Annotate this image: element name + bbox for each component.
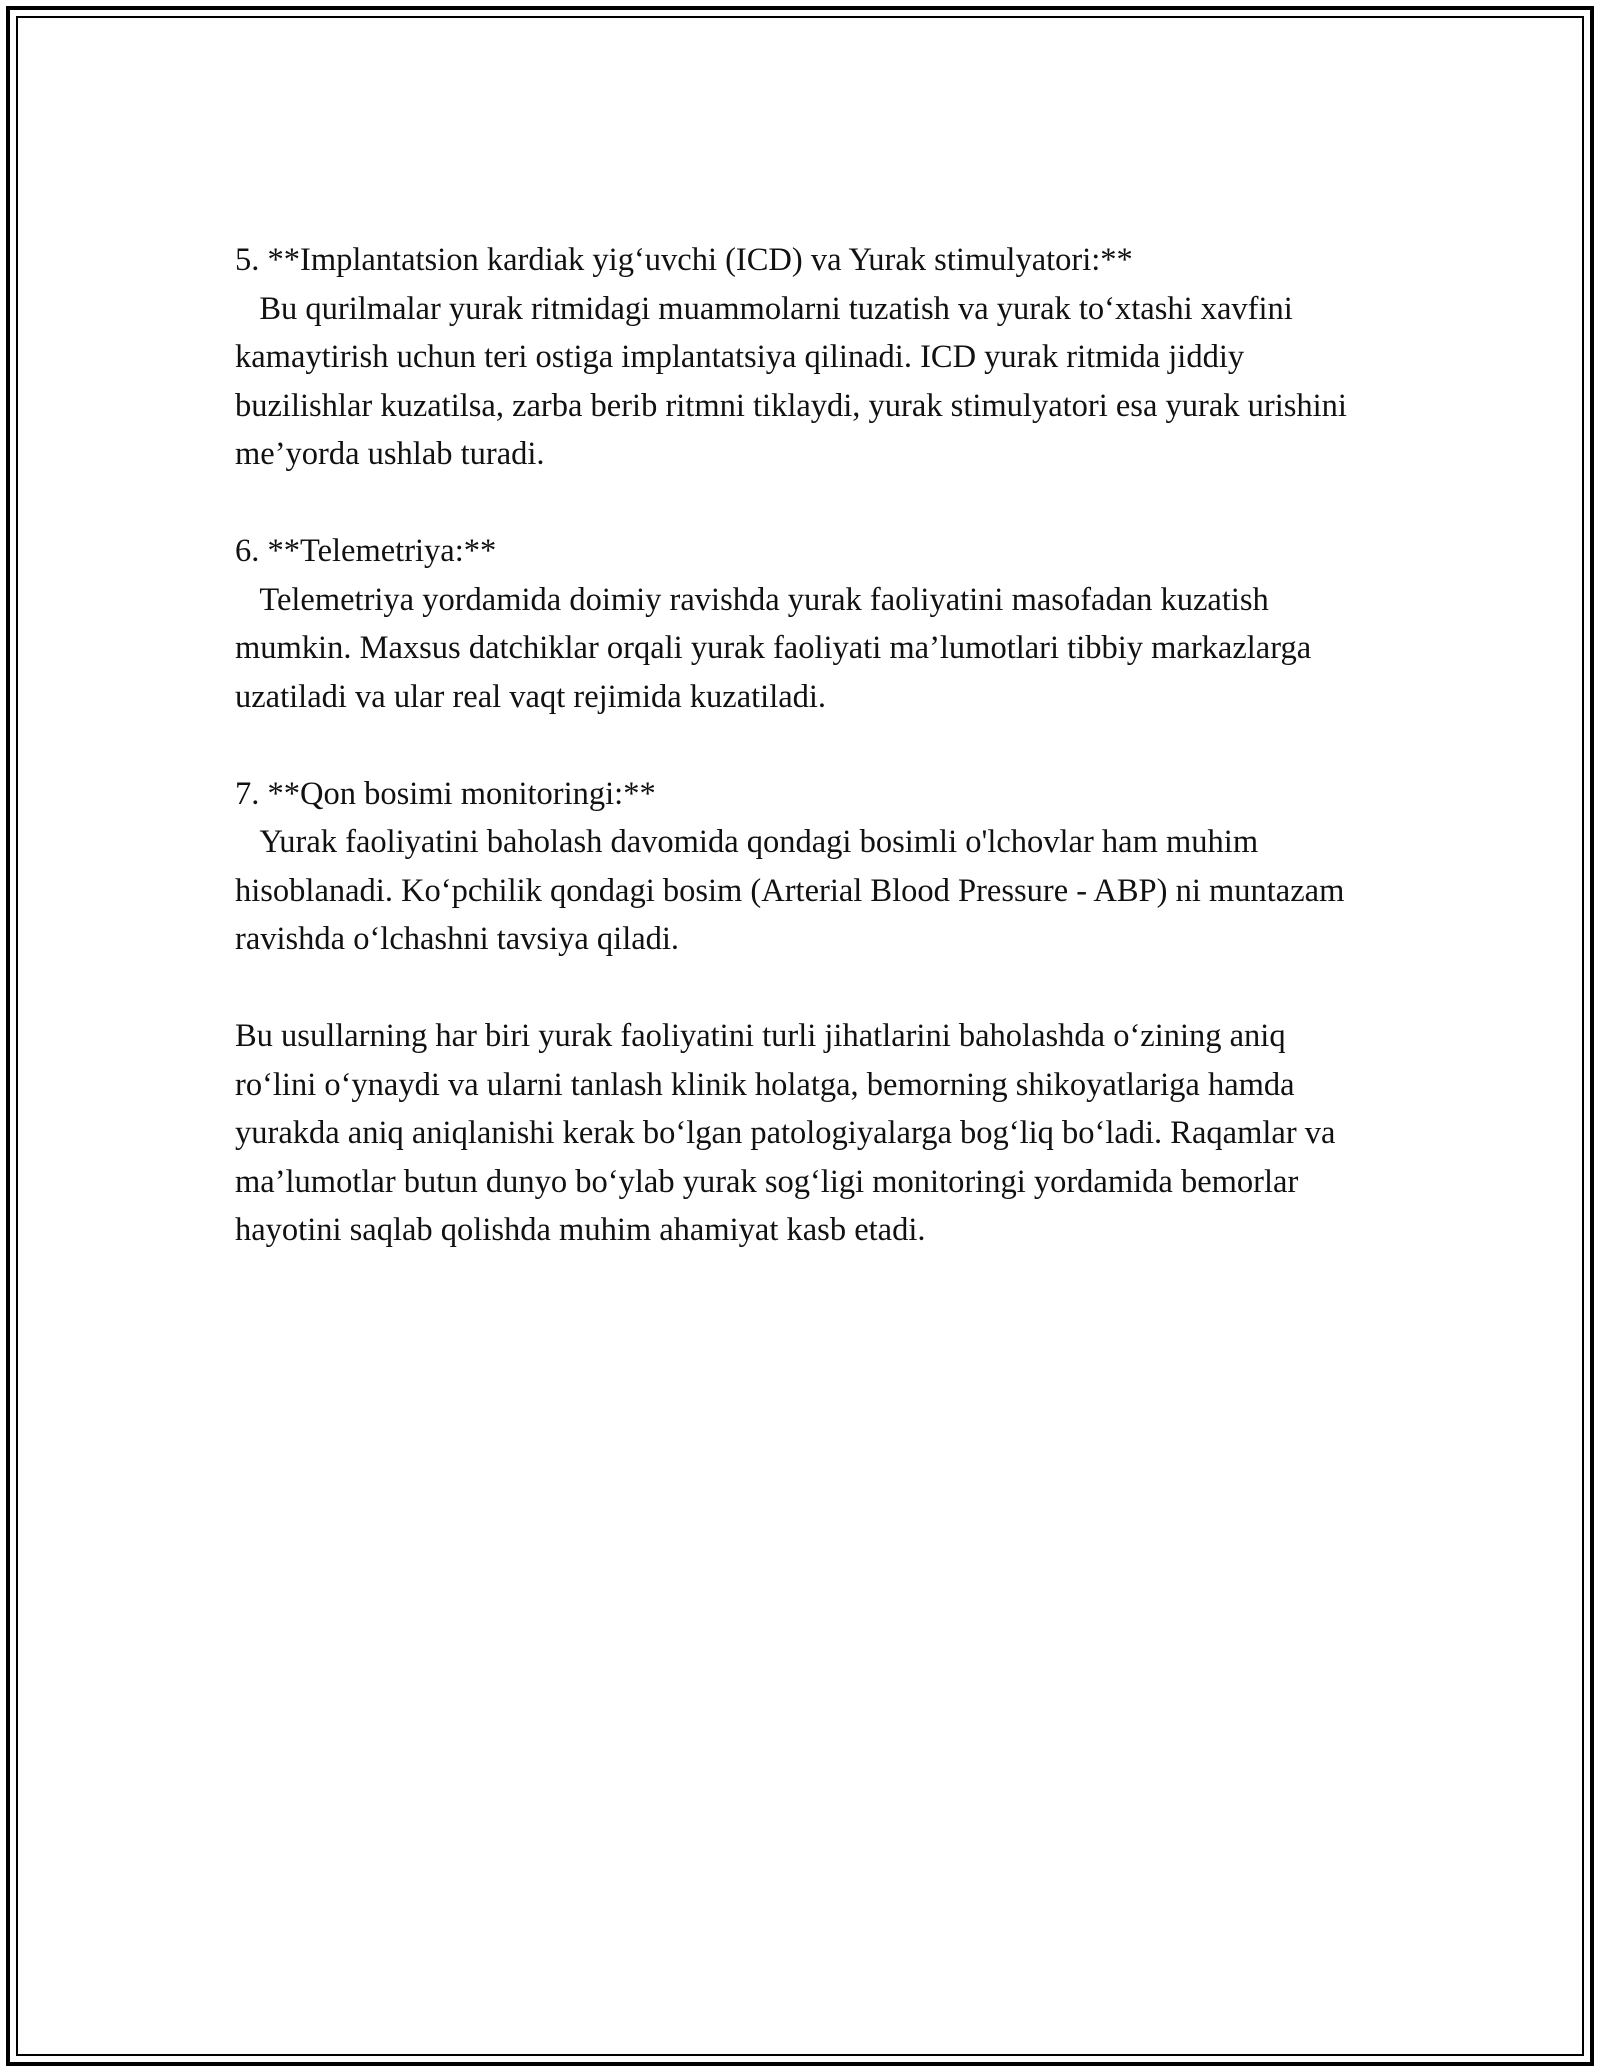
paragraph-gap <box>235 721 1370 770</box>
paragraph-gap <box>235 479 1370 528</box>
section-5-body: Bu qurilmalar yurak ritmidagi muammolarni tuzatish va yurak to‘xtashi xavfini kamaytirish uchun teri ostiga implantatsiya qilinadi. ICD yurak ritmida jiddiy buzilishlar kuzatilsa, zarba berib ritmni tiklaydi, yurak stimulyatori esa yurak urishini me’yorda ushlab turadi. <box>235 290 1356 472</box>
section-6-body: Telemetriya yordamida doimiy ravishda yurak faoliyatini masofadan kuzatish mumkin. Maxsus datchiklar orqali yurak faoliyati ma’lumotlari tibbiy markazlarga uzatiladi va ular real vaqt rejimida kuzatiladi. <box>235 581 1320 715</box>
document-body <box>235 236 1370 1255</box>
paragraph-gap <box>235 964 1370 1013</box>
section-7-heading: 7. **Qon bosimi monitoringi:** <box>235 775 656 812</box>
conclusion-paragraph: Bu usullarning har biri yurak faoliyatini turli jihatlarini baholashda o‘zining aniq ro‘lini o‘ynaydi va ularni tanlash klinik holatga, bemorning shikoyatlariga hamda yurakda aniq aniqlanishi kerak bo‘lgan patologiyalarga bog‘liq bo‘ladi. Raqamlar va ma’lumotlar butun dunyo bo‘ylab yurak sog‘ligi monitoringi yordamida bemorlar hayotini saqlab qolishda muhim ahamiyat kasb etadi. <box>235 1018 1344 1248</box>
section-6-heading: 6. **Telemetriya:** <box>235 533 497 569</box>
section-7-body: Yurak faoliyatini baholash davomida qondagi bosimli o'lchovlar ham muhim hisoblanadi. Ko‘pchilik qondagi bosim (Arterial Blood Pressure - ABP) ni muntazam ravishda o‘lchashni tavsiya qiladi. <box>235 824 1353 957</box>
section-5-heading: 5. **Implantatsion kardiak yig‘uvchi (ICD) va Yurak stimulyatori:** <box>235 242 1133 278</box>
